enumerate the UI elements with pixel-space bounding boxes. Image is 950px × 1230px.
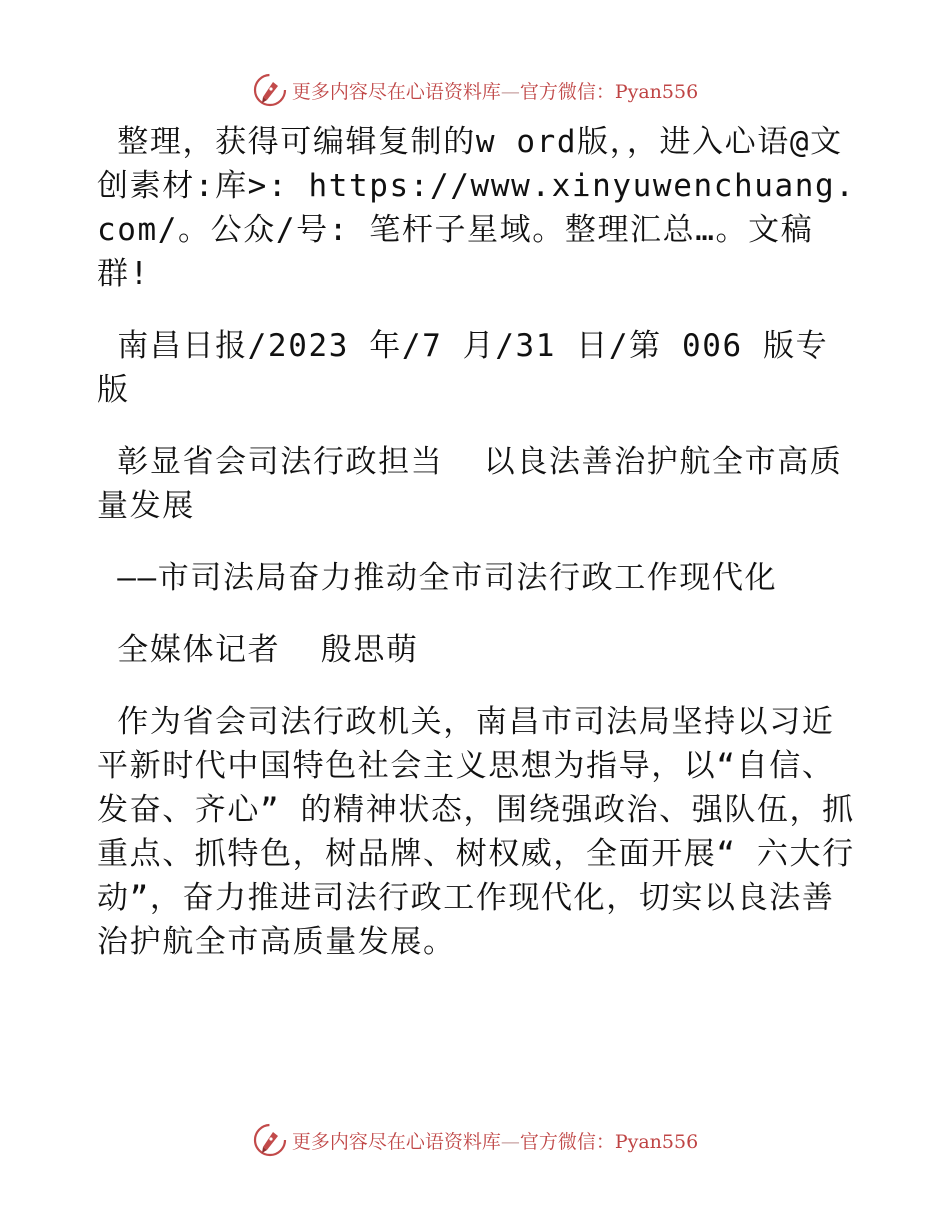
footer-banner	[0, 1120, 950, 1160]
banner-text-main: 更多内容尽在心语资料库	[291, 1130, 501, 1153]
banner-text-tail: 官方微信：Pyan556	[519, 80, 699, 103]
document-body	[97, 120, 857, 964]
intro-paragraph: 整理，获得可编辑复制的w ord版，，进入心语@文创素材:库>: https://www.xinyuwenchuang.com/。公众/号: 笔杆子星域。整理汇总…。文稿群!	[97, 124, 856, 292]
banner-text	[292, 1127, 698, 1154]
byline: 全媒体记者 殷思萌	[97, 632, 419, 668]
banner-text-main: 更多内容尽在心语资料库	[291, 80, 501, 103]
headline: 彰显省会司法行政担当 以良法善治护航全市高质量发展	[97, 444, 843, 524]
banner-text	[292, 77, 698, 104]
body-paragraph: 作为省会司法行政机关，南昌市司法局坚持以习近平新时代中国特色社会主义思想为指导，以“自信、发奋、齐心” 的精神状态，围绕强政治、强队伍，抓重点、抓特色，树品牌、树权威，全面开展“ 六大行动”，奋力推进司法行政工作现代化，切实以良法善治护航全市高质量发展。	[97, 704, 855, 960]
banner-text-tail: 官方微信：Pyan556	[519, 1130, 699, 1153]
pen-nib-logo-icon	[252, 1122, 288, 1158]
banner-text-dash: —	[500, 1130, 520, 1153]
banner-text-dash: —	[500, 80, 520, 103]
pen-nib-logo-icon	[252, 72, 288, 108]
header-banner	[0, 70, 950, 110]
source-line: 南昌日报/2023 年/7 月/31 日/第 006 版专版	[97, 328, 829, 408]
subheadline: ——市司法局奋力推动全市司法行政工作现代化	[97, 560, 778, 596]
